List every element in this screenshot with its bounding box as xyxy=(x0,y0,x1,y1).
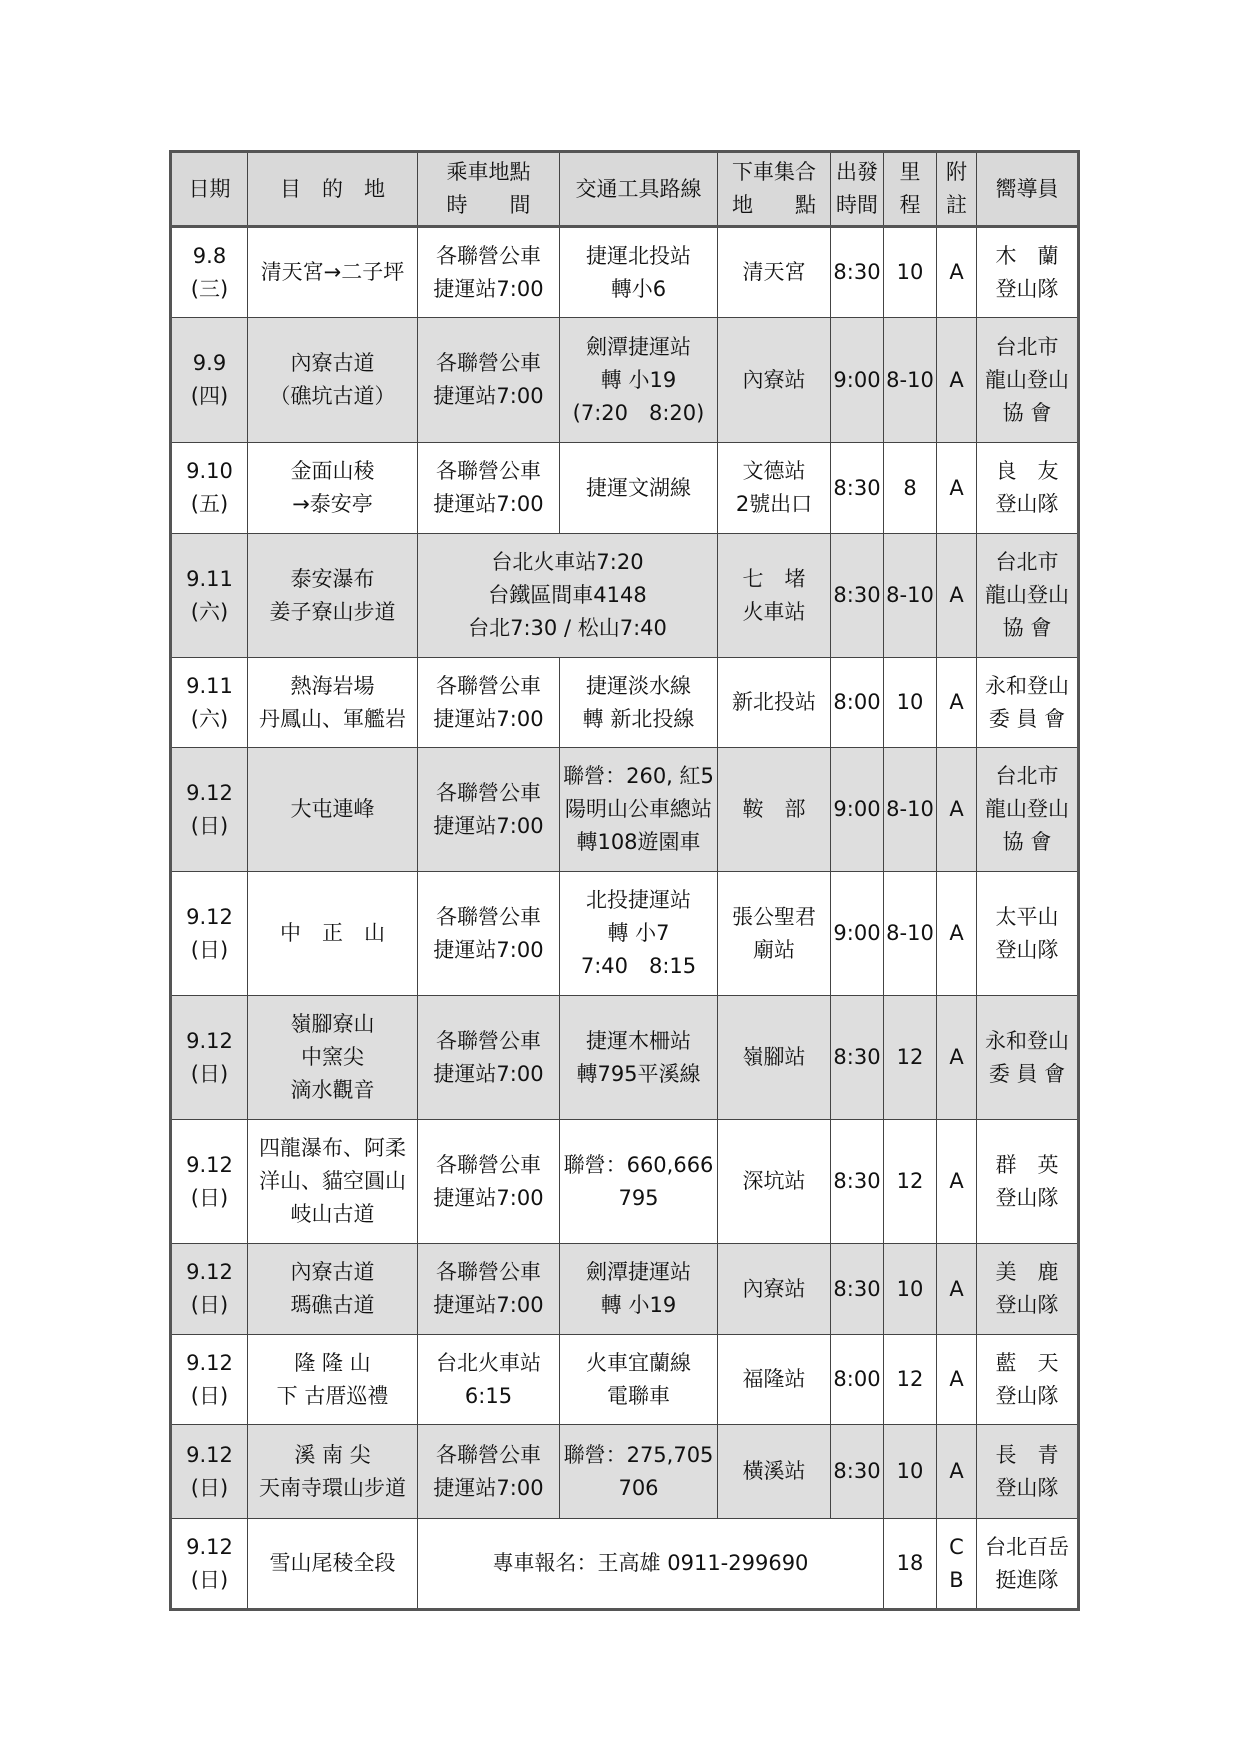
cell-date: 9.12 (日) xyxy=(171,1335,248,1425)
cell-meeting: 橫溪站 xyxy=(718,1425,831,1519)
cell-boarding: 各聯營公車 捷運站7:00 xyxy=(418,227,560,318)
header-destination: 目 的 地 xyxy=(248,152,418,227)
table-row xyxy=(171,996,1079,1120)
table-row xyxy=(171,443,1079,534)
cell-depart: 8:30 xyxy=(831,1120,884,1244)
cell-destination: 金面山稜 →泰安亭 xyxy=(248,443,418,534)
header-meeting: 下車集合 地 點 xyxy=(718,152,831,227)
cell-note: A xyxy=(937,1425,977,1519)
cell-meeting: 清天宮 xyxy=(718,227,831,318)
cell-leader: 良 友 登山隊 xyxy=(977,443,1079,534)
cell-distance: 8-10 xyxy=(884,318,937,443)
cell-route: 捷運北投站 轉小6 xyxy=(560,227,718,318)
table-row xyxy=(171,748,1079,872)
cell-date: 9.12 (日) xyxy=(171,1120,248,1244)
cell-boarding: 各聯營公車 捷運站7:00 xyxy=(418,872,560,996)
cell-date: 9.12 (日) xyxy=(171,996,248,1120)
cell-destination: 大屯連峰 xyxy=(248,748,418,872)
cell-distance: 12 xyxy=(884,1120,937,1244)
cell-destination: 內寮古道 （礁坑古道） xyxy=(248,318,418,443)
cell-leader: 永和登山 委 員 會 xyxy=(977,996,1079,1120)
cell-route: 聯營：260, 紅5 陽明山公車總站 轉108遊園車 xyxy=(560,748,718,872)
cell-note: A xyxy=(937,1244,977,1335)
cell-meeting: 嶺腳站 xyxy=(718,996,831,1120)
header-note: 附 註 xyxy=(937,152,977,227)
cell-note: C B xyxy=(937,1519,977,1610)
schedule-table xyxy=(169,150,1080,1611)
cell-destination: 雪山尾稜全段 xyxy=(248,1519,418,1610)
cell-meeting: 深坑站 xyxy=(718,1120,831,1244)
cell-date: 9.12 (日) xyxy=(171,1519,248,1610)
table-row xyxy=(171,658,1079,748)
cell-depart: 8:30 xyxy=(831,1425,884,1519)
cell-leader: 長 青 登山隊 xyxy=(977,1425,1079,1519)
cell-note: A xyxy=(937,658,977,748)
cell-distance: 10 xyxy=(884,1425,937,1519)
cell-boarding-route-merged: 台北火車站7:20 台鐵區間車4148 台北7:30 / 松山7:40 xyxy=(418,534,718,658)
cell-note: A xyxy=(937,227,977,318)
cell-leader: 永和登山 委 員 會 xyxy=(977,658,1079,748)
cell-distance: 12 xyxy=(884,1335,937,1425)
cell-depart: 8:30 xyxy=(831,227,884,318)
cell-leader: 群 英 登山隊 xyxy=(977,1120,1079,1244)
cell-boarding: 各聯營公車 捷運站7:00 xyxy=(418,748,560,872)
cell-date: 9.11 (六) xyxy=(171,658,248,748)
cell-registration-merged: 專車報名：王高雄 0911-299690 xyxy=(418,1519,884,1610)
table-row xyxy=(171,534,1079,658)
table-row xyxy=(171,1425,1079,1519)
cell-route: 捷運木柵站 轉795平溪線 xyxy=(560,996,718,1120)
cell-distance: 8 xyxy=(884,443,937,534)
cell-date: 9.8 (三) xyxy=(171,227,248,318)
cell-leader: 藍 天 登山隊 xyxy=(977,1335,1079,1425)
cell-meeting: 張公聖君 廟站 xyxy=(718,872,831,996)
cell-boarding: 各聯營公車 捷運站7:00 xyxy=(418,318,560,443)
cell-distance: 18 xyxy=(884,1519,937,1610)
cell-destination: 內寮古道 瑪礁古道 xyxy=(248,1244,418,1335)
cell-depart: 8:00 xyxy=(831,1335,884,1425)
cell-boarding: 各聯營公車 捷運站7:00 xyxy=(418,658,560,748)
cell-boarding: 各聯營公車 捷運站7:00 xyxy=(418,443,560,534)
cell-route: 捷運文湖線 xyxy=(560,443,718,534)
table-row xyxy=(171,1335,1079,1425)
cell-destination: 四龍瀑布、阿柔 洋山、貓空圓山 岐山古道 xyxy=(248,1120,418,1244)
cell-note: A xyxy=(937,872,977,996)
cell-boarding: 各聯營公車 捷運站7:00 xyxy=(418,996,560,1120)
cell-distance: 10 xyxy=(884,1244,937,1335)
cell-leader: 木 蘭 登山隊 xyxy=(977,227,1079,318)
header-boarding: 乘車地點 時 間 xyxy=(418,152,560,227)
cell-leader: 台北市 龍山登山 協 會 xyxy=(977,318,1079,443)
cell-note: A xyxy=(937,1335,977,1425)
cell-leader: 太平山 登山隊 xyxy=(977,872,1079,996)
cell-boarding: 台北火車站 6:15 xyxy=(418,1335,560,1425)
cell-date: 9.11 (六) xyxy=(171,534,248,658)
header-depart: 出發 時間 xyxy=(831,152,884,227)
table-row xyxy=(171,872,1079,996)
cell-note: A xyxy=(937,318,977,443)
cell-distance: 10 xyxy=(884,227,937,318)
cell-destination: 泰安瀑布 姜子寮山步道 xyxy=(248,534,418,658)
cell-date: 9.12 (日) xyxy=(171,1425,248,1519)
header-date: 日期 xyxy=(171,152,248,227)
cell-route: 聯營：660,666 795 xyxy=(560,1120,718,1244)
cell-meeting: 內寮站 xyxy=(718,318,831,443)
header-leader: 嚮導員 xyxy=(977,152,1079,227)
cell-route: 劍潭捷運站 轉 小19 (7:20 8:20) xyxy=(560,318,718,443)
cell-depart: 8:30 xyxy=(831,1244,884,1335)
cell-note: A xyxy=(937,748,977,872)
cell-depart: 8:30 xyxy=(831,443,884,534)
cell-route: 捷運淡水線 轉 新北投線 xyxy=(560,658,718,748)
cell-distance: 8-10 xyxy=(884,748,937,872)
cell-destination: 熱海岩場 丹鳳山、軍艦岩 xyxy=(248,658,418,748)
cell-leader: 台北市 龍山登山 協 會 xyxy=(977,748,1079,872)
cell-distance: 12 xyxy=(884,996,937,1120)
cell-boarding: 各聯營公車 捷運站7:00 xyxy=(418,1244,560,1335)
cell-distance: 8-10 xyxy=(884,872,937,996)
cell-meeting: 新北投站 xyxy=(718,658,831,748)
cell-depart: 9:00 xyxy=(831,318,884,443)
cell-meeting: 福隆站 xyxy=(718,1335,831,1425)
cell-note: A xyxy=(937,996,977,1120)
cell-leader: 台北百岳 挺進隊 xyxy=(977,1519,1079,1610)
cell-leader: 美 鹿 登山隊 xyxy=(977,1244,1079,1335)
cell-depart: 9:00 xyxy=(831,748,884,872)
cell-route: 北投捷運站 轉 小7 7:40 8:15 xyxy=(560,872,718,996)
header-row xyxy=(171,152,1079,227)
table-row xyxy=(171,1120,1079,1244)
cell-date: 9.10 (五) xyxy=(171,443,248,534)
cell-distance: 8-10 xyxy=(884,534,937,658)
cell-distance: 10 xyxy=(884,658,937,748)
cell-destination: 溪 南 尖 天南寺環山步道 xyxy=(248,1425,418,1519)
cell-date: 9.12 (日) xyxy=(171,748,248,872)
cell-boarding: 各聯營公車 捷運站7:00 xyxy=(418,1425,560,1519)
cell-note: A xyxy=(937,1120,977,1244)
cell-destination: 嶺腳寮山 中窯尖 滴水觀音 xyxy=(248,996,418,1120)
cell-meeting: 七 堵 火車站 xyxy=(718,534,831,658)
cell-route: 聯營：275,705 706 xyxy=(560,1425,718,1519)
cell-meeting: 文德站 2號出口 xyxy=(718,443,831,534)
table-row xyxy=(171,1519,1079,1610)
cell-depart: 8:30 xyxy=(831,534,884,658)
cell-depart: 8:00 xyxy=(831,658,884,748)
header-route: 交通工具路線 xyxy=(560,152,718,227)
cell-depart: 9:00 xyxy=(831,872,884,996)
cell-destination: 清天宮→二子坪 xyxy=(248,227,418,318)
cell-note: A xyxy=(937,534,977,658)
cell-date: 9.12 (日) xyxy=(171,1244,248,1335)
cell-boarding: 各聯營公車 捷運站7:00 xyxy=(418,1120,560,1244)
cell-note: A xyxy=(937,443,977,534)
cell-destination: 中 正 山 xyxy=(248,872,418,996)
cell-route: 劍潭捷運站 轉 小19 xyxy=(560,1244,718,1335)
cell-date: 9.12 (日) xyxy=(171,872,248,996)
cell-meeting: 內寮站 xyxy=(718,1244,831,1335)
cell-destination: 隆 隆 山 下 古厝巡禮 xyxy=(248,1335,418,1425)
cell-depart: 8:30 xyxy=(831,996,884,1120)
cell-route: 火車宜蘭線 電聯車 xyxy=(560,1335,718,1425)
cell-leader: 台北市 龍山登山 協 會 xyxy=(977,534,1079,658)
table-row xyxy=(171,318,1079,443)
header-distance: 里 程 xyxy=(884,152,937,227)
cell-meeting: 鞍 部 xyxy=(718,748,831,872)
table-row xyxy=(171,1244,1079,1335)
table-row xyxy=(171,227,1079,318)
cell-date: 9.9 (四) xyxy=(171,318,248,443)
